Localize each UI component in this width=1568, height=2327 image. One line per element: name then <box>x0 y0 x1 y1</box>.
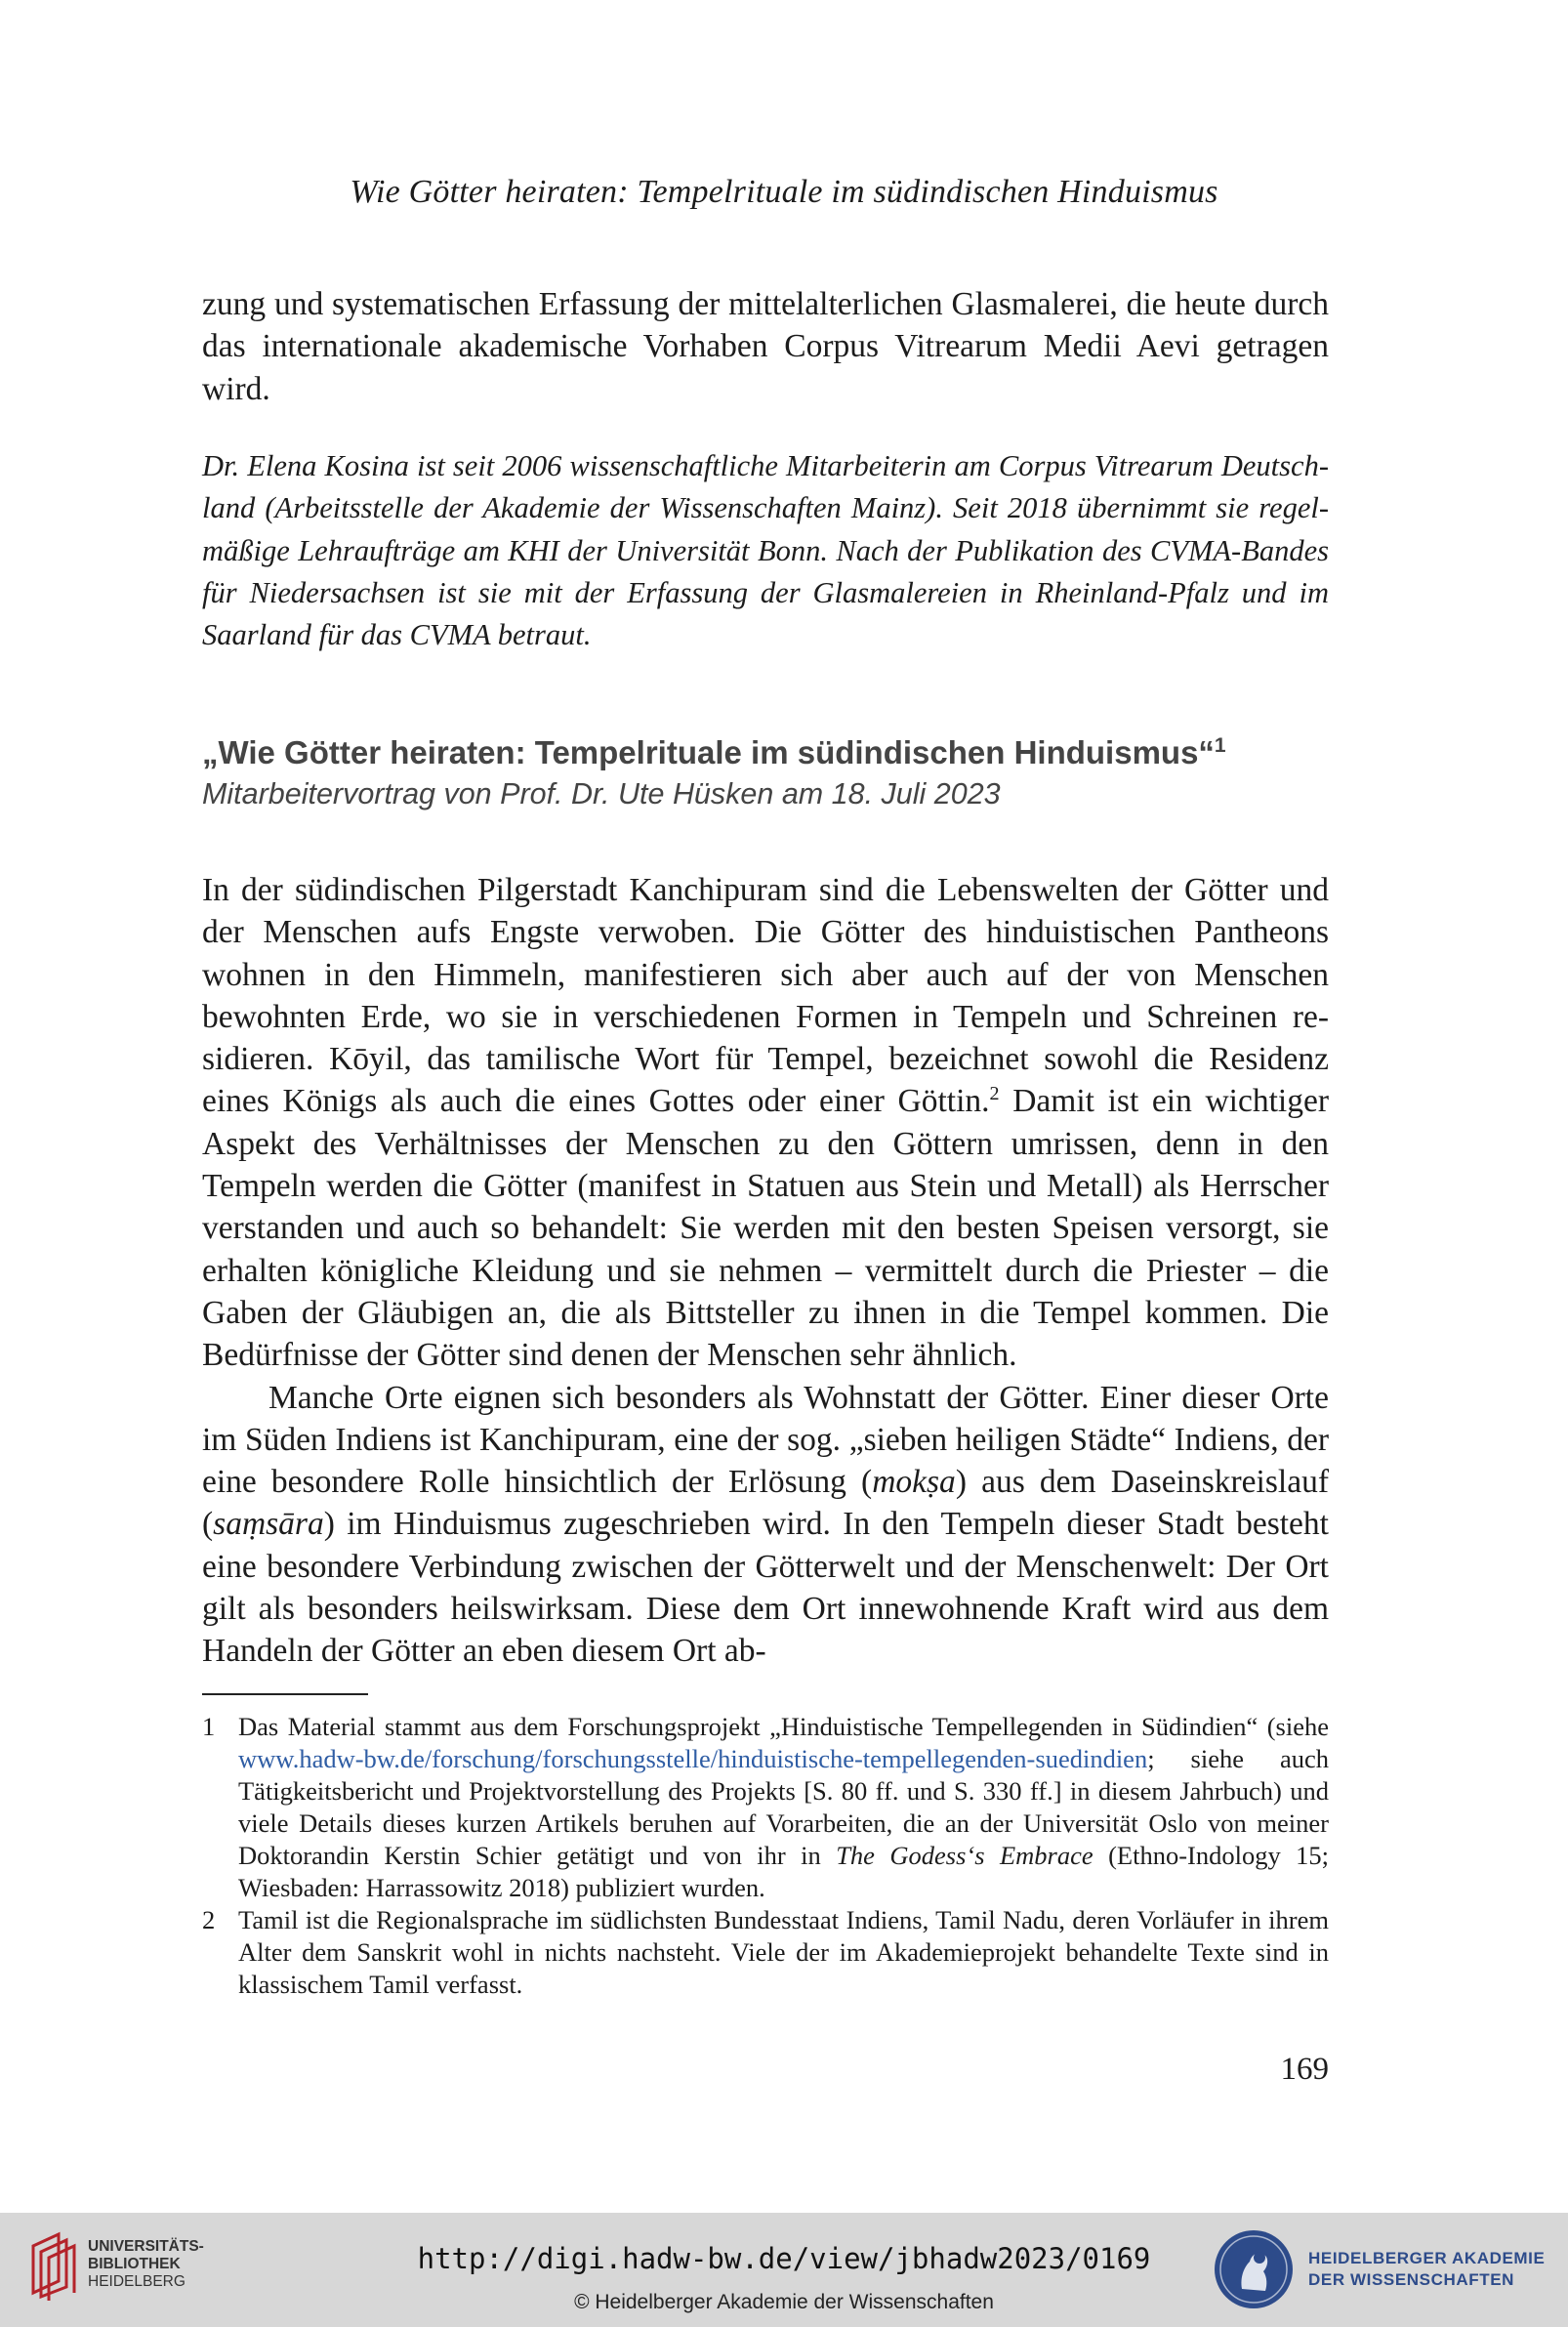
section-subtitle: Mitarbeitervortrag von Prof. Dr. Ute Hüsken am 18. Juli 2023 <box>202 777 1001 810</box>
bio-block <box>202 445 1329 656</box>
hadw-seal-icon[interactable] <box>1213 2228 1295 2310</box>
footnote-2-text: Tamil ist die Regionalsprache im südlichsten Bundesstaat Indiens, Tamil Nadu, deren Vorläufer in ihrem Alter dem Sanskrit wohl in nichts nachsteht. Viele der im Akademieprojekt behandelte Texte sind in klassischem Tamil verfasst. <box>238 1905 1329 1999</box>
section-title-text: „Wie Götter heiraten: Tempelrituale im südindischen Hinduismus“ <box>202 734 1215 770</box>
copyright-notice: © Heidelberger Akademie der Wissenschaften <box>574 2291 994 2313</box>
body-paragraph-2-part-b: ) aus dem Daseinskreislauf ( <box>202 1464 1329 1543</box>
hadw-name <box>1308 2248 1545 2291</box>
footnote-1-part-b: ; siehe auch Tätigkeitsbericht und Projektvorstellung des Projekts [S. 80 ff. und S. 330 ff.] in diesem Jahrbuch) und viele Details dieses kurzen Artikels beruhen auf Vorarbeiten, die an der Universität Oslo von meiner Doktorandin Kerstin Schier getätigt und von ihr in <box>238 1744 1329 1870</box>
running-head: Wie Götter heiraten: Tempelrituale im südindischen Hinduismus <box>350 174 1218 210</box>
footnote-1-part-c: (Ethno-Indology 15; Wiesbaden: Harrassowitz 2018) publiziert wurden. <box>238 1841 1330 1902</box>
body-paragraph-1 <box>202 869 1329 1377</box>
hadw-line-1: HEIDELBERGER AKADEMIE <box>1308 2249 1546 2267</box>
intro-paragraph: zung und systematischen Erfassung der mittelalterlichen Glasmalerei, die heute durch das internationale akademische Vorhaben Corpus Vitrearum Medii Aevi getragen wird. <box>202 286 1329 407</box>
hadw-line-2: DER WISSENSCHAFTEN <box>1308 2270 1515 2289</box>
intro-block <box>202 283 1329 410</box>
body-paragraph-1-part-a: In der südindischen Pilgerstadt Kanchipuram sind die Lebenswelten der Götter und der Menschen aufs Engste verwoben. Die Götter des hinduistischen Pantheons wohnen in den Himmeln, manifestieren sich aber auch auf der von Menschen bewohnten Erde, wo sie in verschiedenen Formen in Tempeln und Schreinen residieren. Kōyil, das tamilische Wort für Tempel, bezeichnet sowohl die Residenz eines Königs als auch die eines Gottes oder einer Göttin. <box>202 872 1329 1120</box>
body-text <box>202 869 1329 1673</box>
document-url[interactable]: http://digi.hadw-bw.de/view/jbhadw2023/0169 <box>417 2242 1151 2275</box>
body-paragraph-2 <box>202 1377 1329 1673</box>
footnote-ref-1[interactable]: 1 <box>1214 734 1226 757</box>
body-paragraph-2-part-a: Manche Orte eignen sich besonders als Wohnstatt der Götter. Einer dieser Orte im Süden Indiens ist Kanchipuram, eine der sog. „sieben heiligen Städte“ Indiens, der eine besondere Rolle hinsichtlich der Erlösung ( <box>202 1379 1329 1501</box>
footnote-separator <box>202 1693 368 1695</box>
footnote-1-part-a: Das Material stammt aus dem Forschungsprojekt „Hinduistische Tempellegenden in Südindien“ (siehe <box>238 1712 1329 1741</box>
page-number: 169 <box>1280 2052 1329 2087</box>
footnote-2 <box>202 1904 1329 2001</box>
footnote-1-text <box>238 1711 1329 1904</box>
author-bio: Dr. Elena Kosina ist seit 2006 wissenschaftliche Mitarbeiterin am Corpus Vitrearum Deutschland (Arbeitsstelle der Akademie der Wissenschaften Mainz). Seit 2018 übernimmt sie regelmäßige Lehraufträge am KHI der Universität Bonn. Nach der Publikation des CVMA-Bandes für Niedersachsen ist sie mit der Erfassung der Glasmalereien in Rheinland-Pfalz und im Saarland für das CVMA betraut. <box>202 449 1329 652</box>
ub-line-1: UNIVERSITÄTS- <box>88 2238 204 2255</box>
viewer-footer <box>0 2213 1568 2327</box>
ub-line-3: HEIDELBERG <box>88 2273 186 2290</box>
term-moksa: mokṣa <box>872 1464 956 1501</box>
section-title <box>202 732 1329 773</box>
footnote-2-number: 2 <box>202 1905 216 1934</box>
term-samsara: saṃsāra <box>213 1506 324 1543</box>
footnote-1-number: 1 <box>202 1712 216 1741</box>
ub-line-2: BIBLIOTHEK <box>88 2256 181 2272</box>
project-link[interactable]: www.hadw-bw.de/forschung/forschungsstelle/hinduistische-tempellegenden-suedindien <box>238 1744 1148 1773</box>
footnote-ref-2[interactable]: 2 <box>989 1083 1000 1105</box>
book-title: The Godess‘s Embrace <box>836 1841 1093 1870</box>
body-paragraph-1-part-b: Damit ist ein wichtiger Aspekt des Verhältnisses der Menschen zu den Göttern umrissen, denn in den Tempeln werden die Götter (manifest in Statuen aus Stein und Metall) als Herrscher verstanden und auch so behandelt: Sie werden mit den besten Speisen versorgt, sie erhalten königliche Kleidung und sie nehmen – vermittelt durch die Priester – die Gaben der Gläubigen an, die als Bittsteller zu ihnen in die Tempel kommen. Die Bedürfnisse der Götter sind denen der Menschen sehr ähnlich. <box>202 1083 1329 1374</box>
body-paragraph-2-part-c: ) im Hinduismus zugeschrieben wird. In den Tempeln dieser Stadt besteht eine besondere Verbindung zwischen der Götterwelt und der Menschenwelt: Der Ort gilt als besonders heilswirksam. Diese dem Ort innewohnende Kraft wird aus dem Handeln der Götter an eben diesem Ort ab- <box>202 1506 1329 1670</box>
section-heading <box>202 732 1329 814</box>
footnote-1 <box>202 1711 1329 1904</box>
